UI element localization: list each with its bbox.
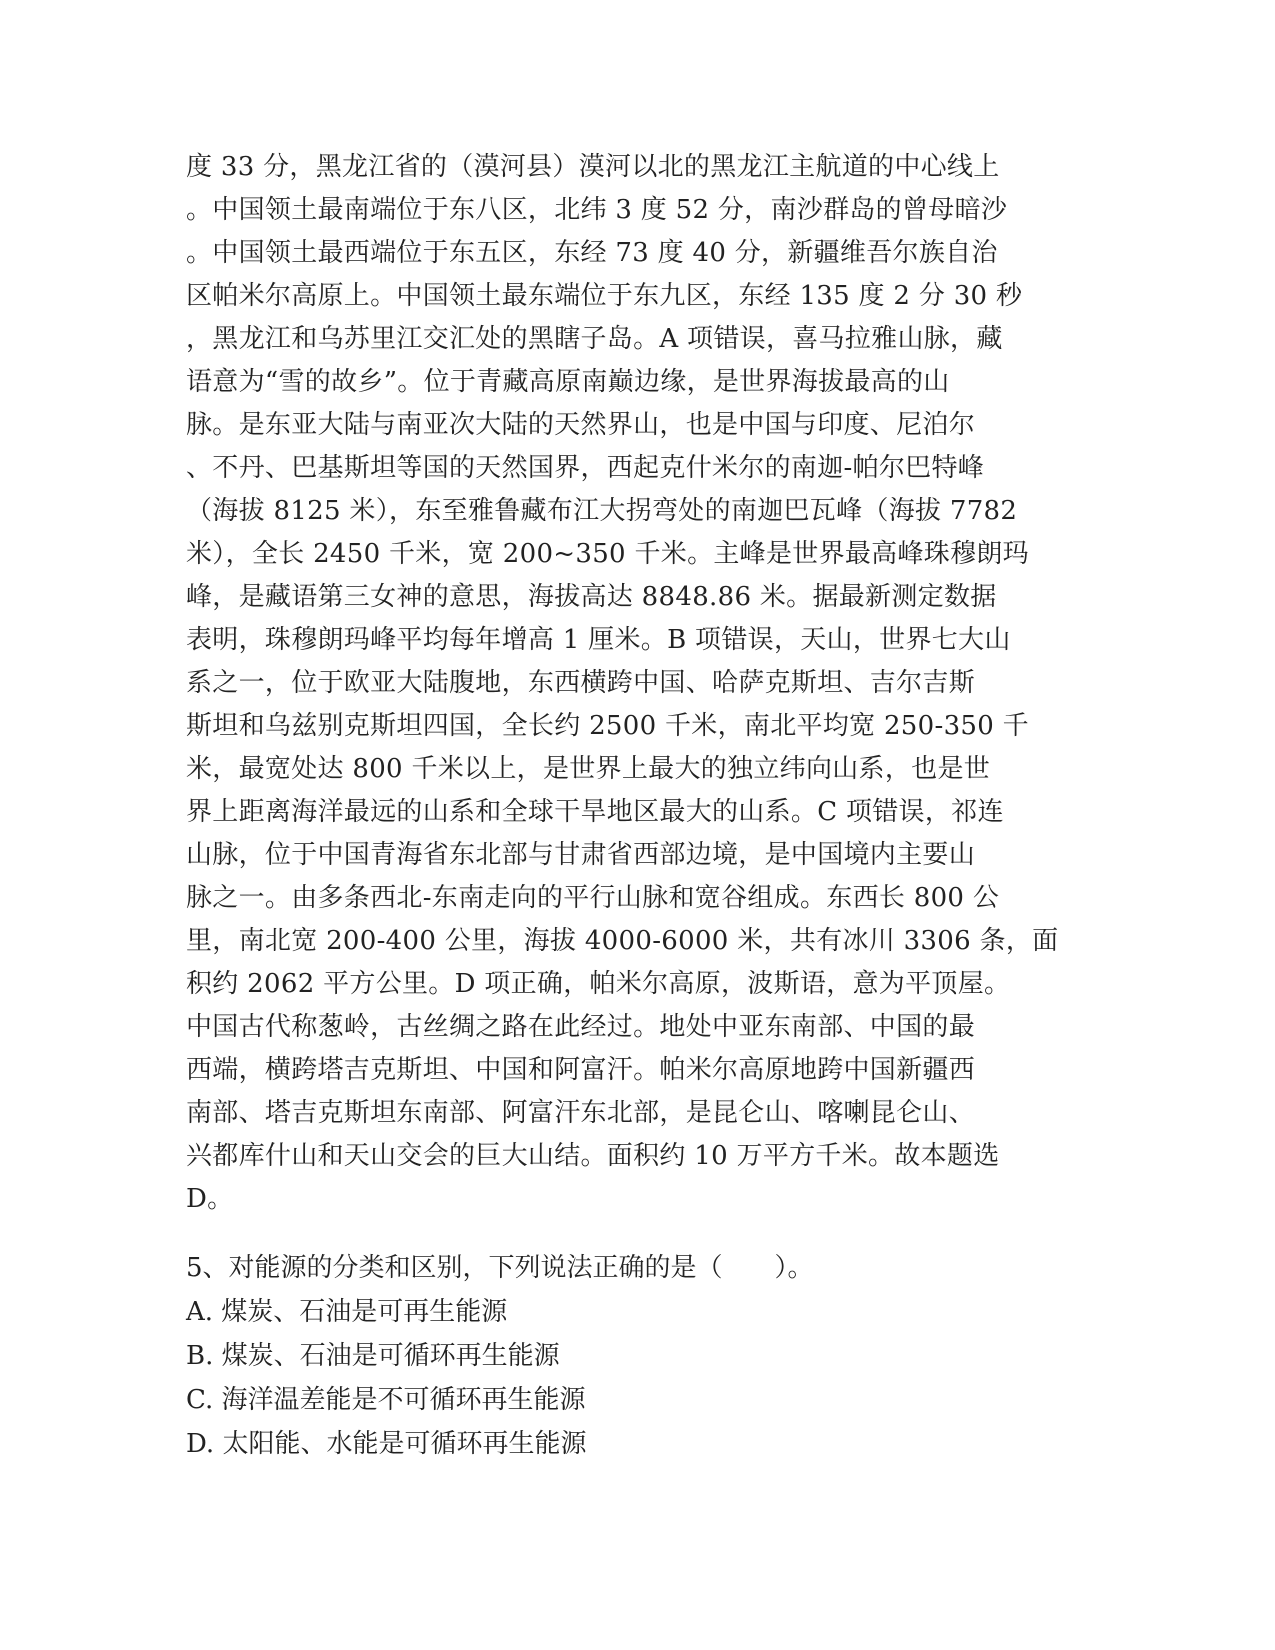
explanation-line: 南部、塔吉克斯坦东南部、阿富汗东北部，是昆仑山、喀喇昆仑山、 [186,1098,976,1128]
explanation-line: 度 33 分，黑龙江省的（漠河县）漠河以北的黑龙江主航道的中心线上 [186,152,1000,182]
explanation-line: 峰，是藏语第三女神的意思，海拔高达 8848.86 米。据最新测定数据 [186,582,997,612]
explanation-line: D。 [186,1184,234,1214]
explanation-line: 中国古代称葱岭，古丝绸之路在此经过。地处中亚东南部、中国的最 [186,1012,976,1042]
option-c: C. 海洋温差能是不可循环再生能源 [186,1385,586,1415]
explanation-line: 积约 2062 平方公里。D 项正确，帕米尔高原，波斯语，意为平顶屋。 [186,969,1011,999]
question-stem: 5、对能源的分类和区别，下列说法正确的是（ ）。 [186,1253,814,1283]
explanation-line: 系之一，位于欧亚大陆腹地，东西横跨中国、哈萨克斯坦、吉尔吉斯 [186,668,976,698]
explanation-line: 语意为“雪的故乡”。位于青藏高原南巅边缘，是世界海拔最高的山 [186,367,950,397]
option-b: B. 煤炭、石油是可循环再生能源 [186,1341,560,1371]
explanation-line: 米，最宽处达 800 千米以上，是世界上最大的独立纬向山系，也是世 [186,754,991,784]
explanation-line: 区帕米尔高原上。中国领土最东端位于东九区，东经 135 度 2 分 30 秒 [186,281,1023,311]
explanation-line: 斯坦和乌兹别克斯坦四国，全长约 2500 千米，南北平均宽 250-350 千 [186,711,1029,741]
answer-explanation [186,146,1086,1221]
explanation-line: 。中国领土最南端位于东八区，北纬 3 度 52 分，南沙群岛的曾母暗沙 [186,195,1008,225]
option-d: D. 太阳能、水能是可循环再生能源 [186,1429,587,1459]
explanation-line: 脉之一。由多条西北-东南走向的平行山脉和宽谷组成。东西长 800 公 [186,883,1000,913]
explanation-line: （海拔 8125 米），东至雅鲁藏布江大拐弯处的南迦巴瓦峰（海拔 7782 [186,496,1018,526]
explanation-line: 山脉，位于中国青海省东北部与甘肃省西部边境，是中国境内主要山 [186,840,976,870]
option-a: A. 煤炭、石油是可再生能源 [186,1297,508,1327]
explanation-line: 、不丹、巴基斯坦等国的天然国界，西起克什米尔的南迦-帕尔巴特峰 [186,453,985,483]
explanation-line: 脉。是东亚大陆与南亚次大陆的天然界山，也是中国与印度、尼泊尔 [186,410,976,440]
explanation-line: 。中国领土最西端位于东五区，东经 73 度 40 分，新疆维吾尔族自治 [186,238,998,268]
explanation-line: ，黑龙江和乌苏里江交汇处的黑瞎子岛。A 项错误，喜马拉雅山脉，藏 [186,324,1003,354]
explanation-line: 界上距离海洋最远的山系和全球干旱地区最大的山系。C 项错误，祁连 [186,797,1004,827]
explanation-line: 兴都库什山和天山交会的巨大山结。面积约 10 万平方千米。故本题选 [186,1141,1000,1171]
explanation-line: 表明，珠穆朗玛峰平均每年增高 1 厘米。B 项错误，天山，世界七大山 [186,625,1011,655]
explanation-line: 西端，横跨塔吉克斯坦、中国和阿富汗。帕米尔高原地跨中国新疆西 [186,1055,976,1085]
explanation-line: 米），全长 2450 千米，宽 200~350 千米。主峰是世界最高峰珠穆朗玛 [186,539,1029,569]
explanation-line: 里，南北宽 200-400 公里，海拔 4000-6000 米，共有冰川 3306 条，面 [186,926,1059,956]
question-5 [186,1246,1086,1466]
